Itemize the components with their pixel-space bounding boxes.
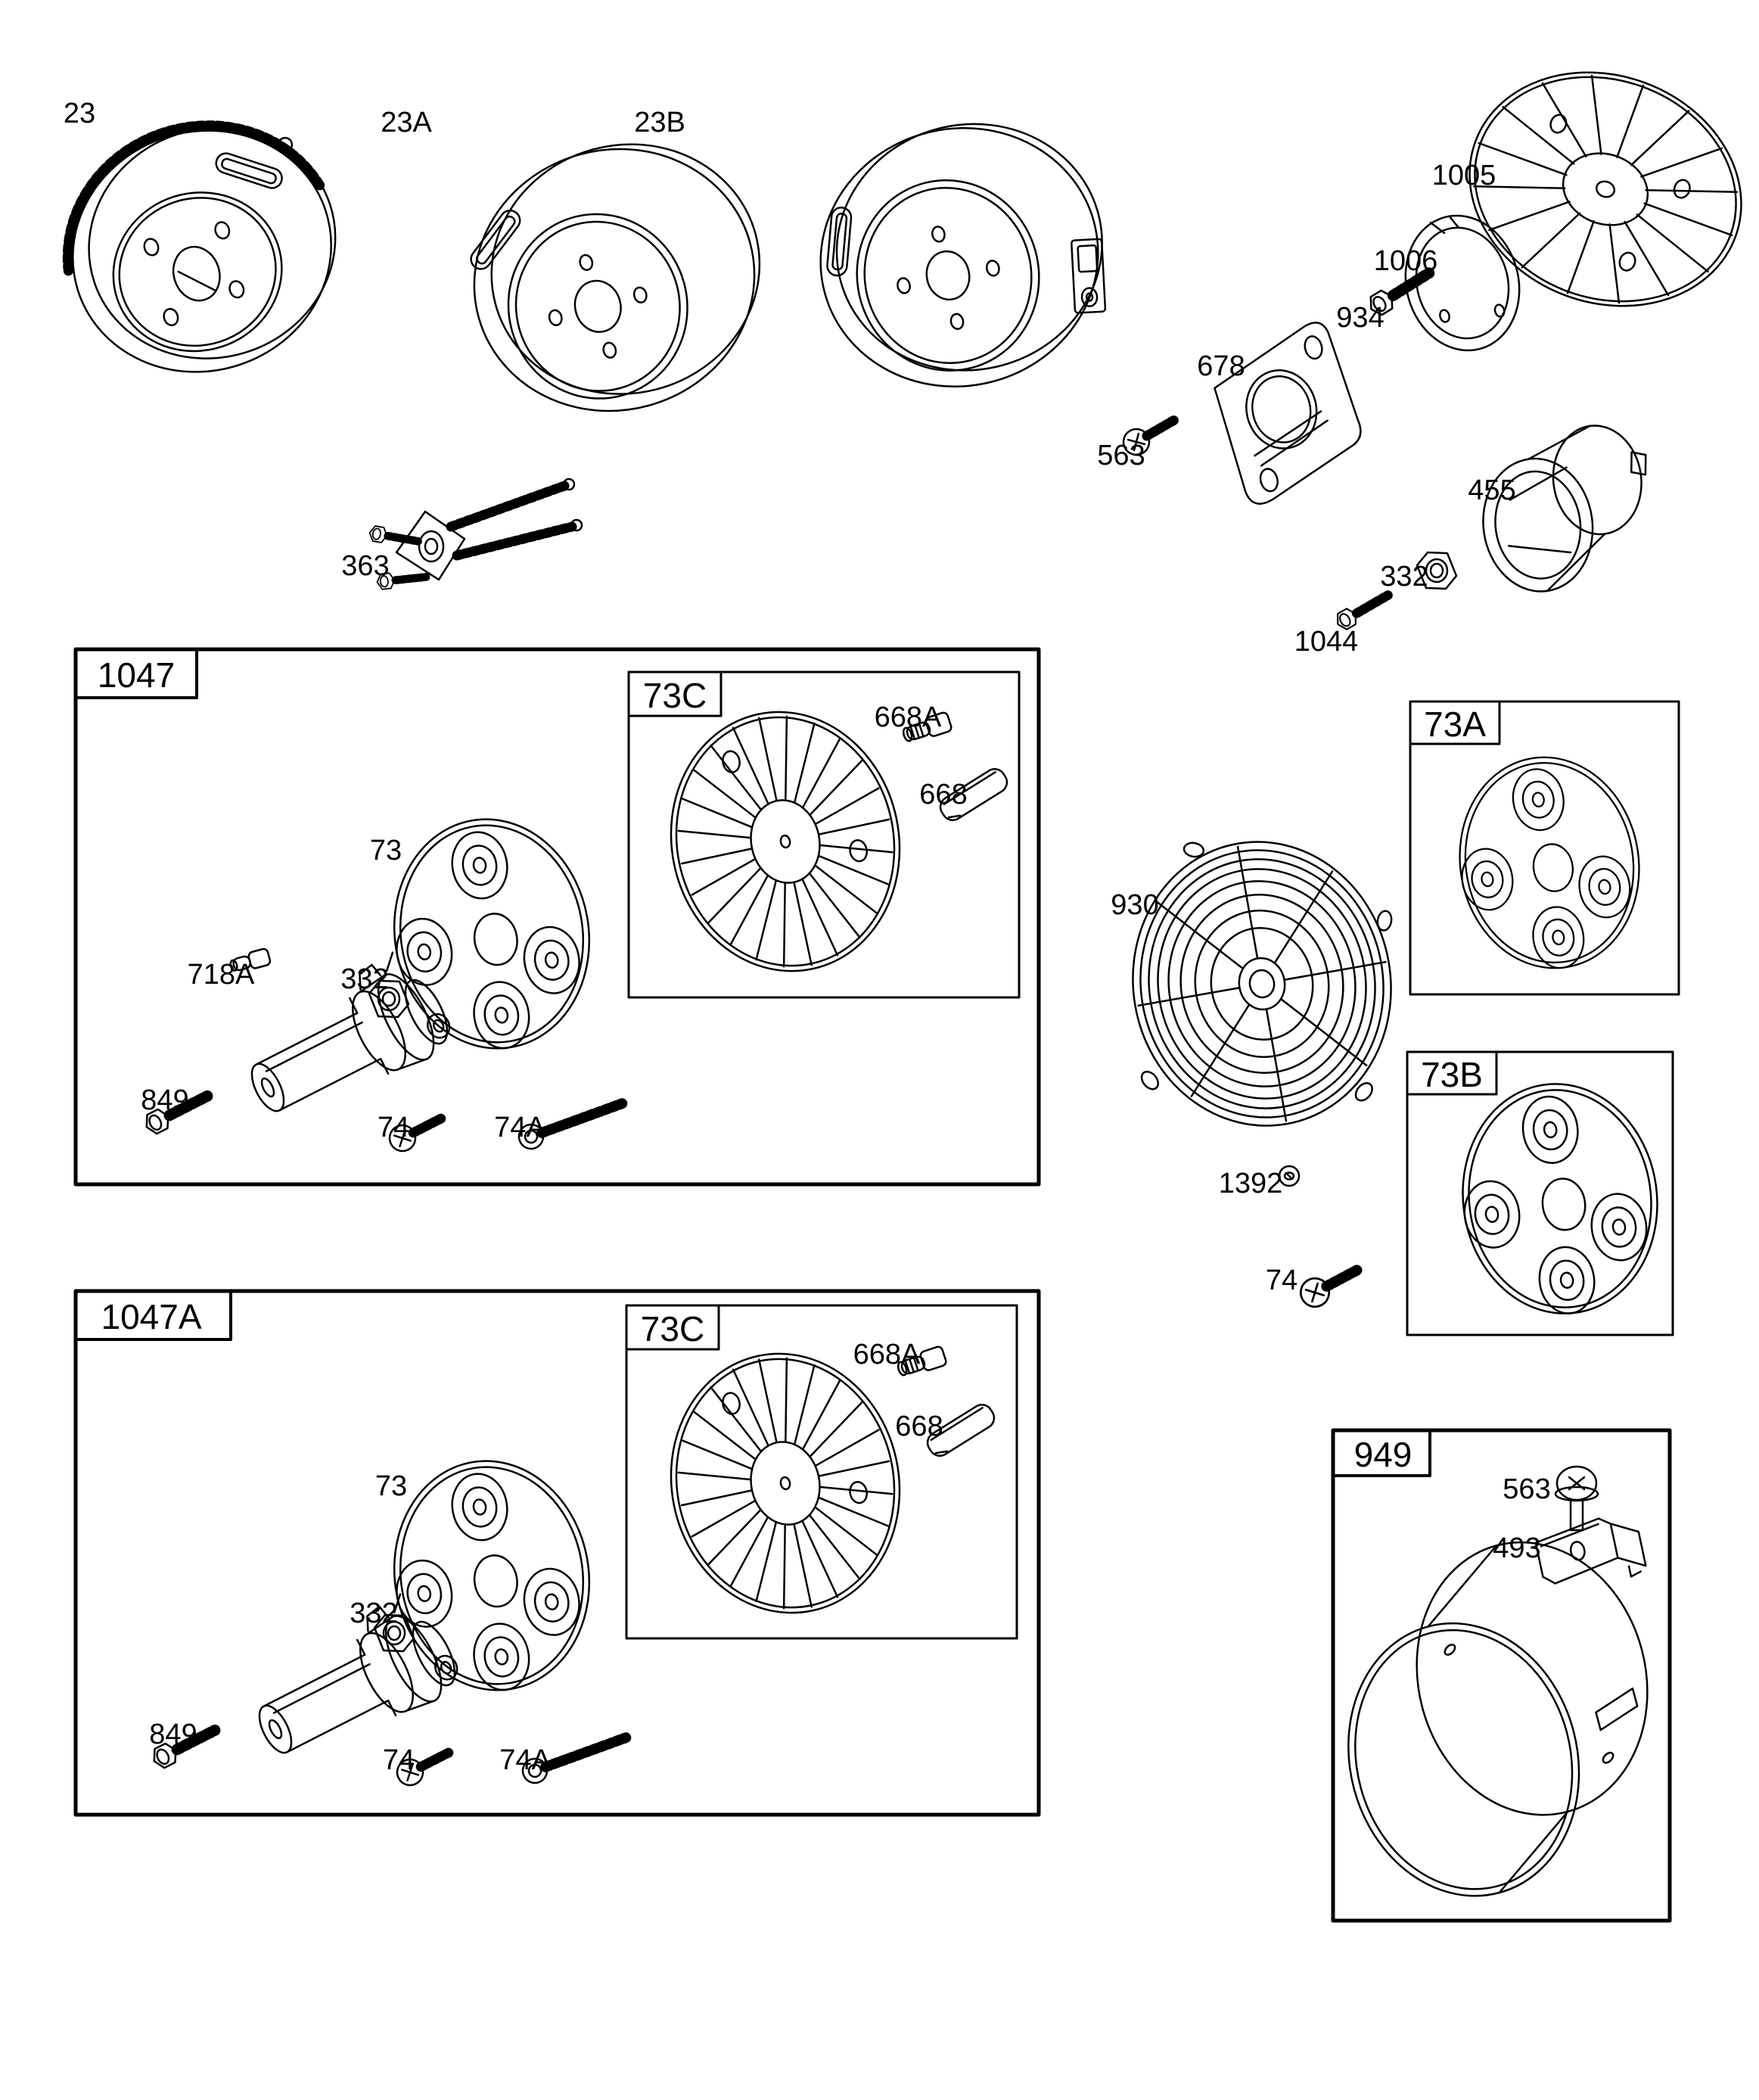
part-cover-73a (1444, 743, 1656, 982)
callout-849-1: 849 (141, 1084, 189, 1116)
callout-332-b: 332 (340, 963, 389, 995)
callout-23a: 23A (381, 107, 432, 138)
callout-678: 678 (1197, 350, 1245, 382)
callout-668-1: 668 (919, 779, 968, 810)
callout-74-2: 74 (382, 1744, 415, 1776)
box-label-73c-1: 73C (642, 676, 707, 715)
callout-363: 363 (341, 550, 390, 582)
callout-718a: 718A (187, 959, 255, 991)
callout-74a-2: 74A (499, 1744, 551, 1776)
callout-563-bottom: 563 (1503, 1473, 1551, 1505)
part-clip-493 (1534, 1511, 1647, 1594)
callout-934: 934 (1336, 302, 1385, 334)
callout-73-2: 73 (374, 1470, 408, 1502)
part-flywheel-ring-gear-23 (37, 91, 368, 406)
group-box-73c-2 (626, 1305, 1017, 1638)
callout-332-c: 332 (350, 1598, 398, 1629)
part-puller-363 (368, 479, 582, 590)
callout-23b: 23B (634, 107, 685, 138)
diagram-art-layer (37, 35, 1759, 1921)
callout-1005: 1005 (1431, 160, 1496, 191)
callout-73-1: 73 (369, 835, 402, 866)
callout-1006: 1006 (1373, 245, 1438, 277)
group-box-73c-1 (629, 672, 1019, 997)
part-flywheel-magnet-23b (794, 98, 1130, 414)
callout-455: 455 (1468, 474, 1516, 506)
box-label-1047: 1047 (97, 655, 176, 695)
part-screen-73c-1 (648, 691, 924, 993)
part-flywheel-23a (444, 114, 791, 442)
callout-74-1: 74 (377, 1112, 410, 1143)
callout-668-2: 668 (895, 1411, 943, 1442)
part-pulley-73-1 (377, 804, 608, 1064)
callout-930: 930 (1111, 889, 1159, 921)
callout-493: 493 (1493, 1532, 1541, 1564)
callout-23: 23 (63, 98, 96, 129)
box-label-949: 949 (1353, 1435, 1412, 1474)
box-label-73a: 73A (1424, 705, 1486, 744)
callout-1392: 1392 (1218, 1168, 1283, 1199)
part-bracket-678 (1205, 318, 1373, 508)
callout-74a-1: 74A (494, 1112, 545, 1143)
callout-668a-1: 668A (874, 702, 942, 733)
group-box-73a (1410, 702, 1679, 994)
callout-849-2: 849 (149, 1719, 197, 1750)
box-label-73b: 73B (1421, 1055, 1483, 1094)
callout-563-top: 563 (1097, 440, 1145, 471)
callout-332-a: 332 (1380, 561, 1428, 593)
part-cover-73b (1448, 1072, 1672, 1327)
part-screen-73c-2 (648, 1333, 924, 1635)
callout-74-right: 74 (1265, 1265, 1298, 1296)
callout-1044: 1044 (1294, 626, 1359, 658)
callout-668a-2: 668A (853, 1339, 921, 1370)
box-label-73c-2: 73C (640, 1309, 705, 1349)
part-screw-74-right (1296, 1258, 1364, 1312)
part-guard-930 (1099, 808, 1425, 1148)
part-cup-455 (1472, 418, 1663, 598)
labels-layer (64, 98, 1551, 1776)
box-label-1047a: 1047A (101, 1297, 202, 1336)
part-drum-949 (1303, 1517, 1693, 1922)
